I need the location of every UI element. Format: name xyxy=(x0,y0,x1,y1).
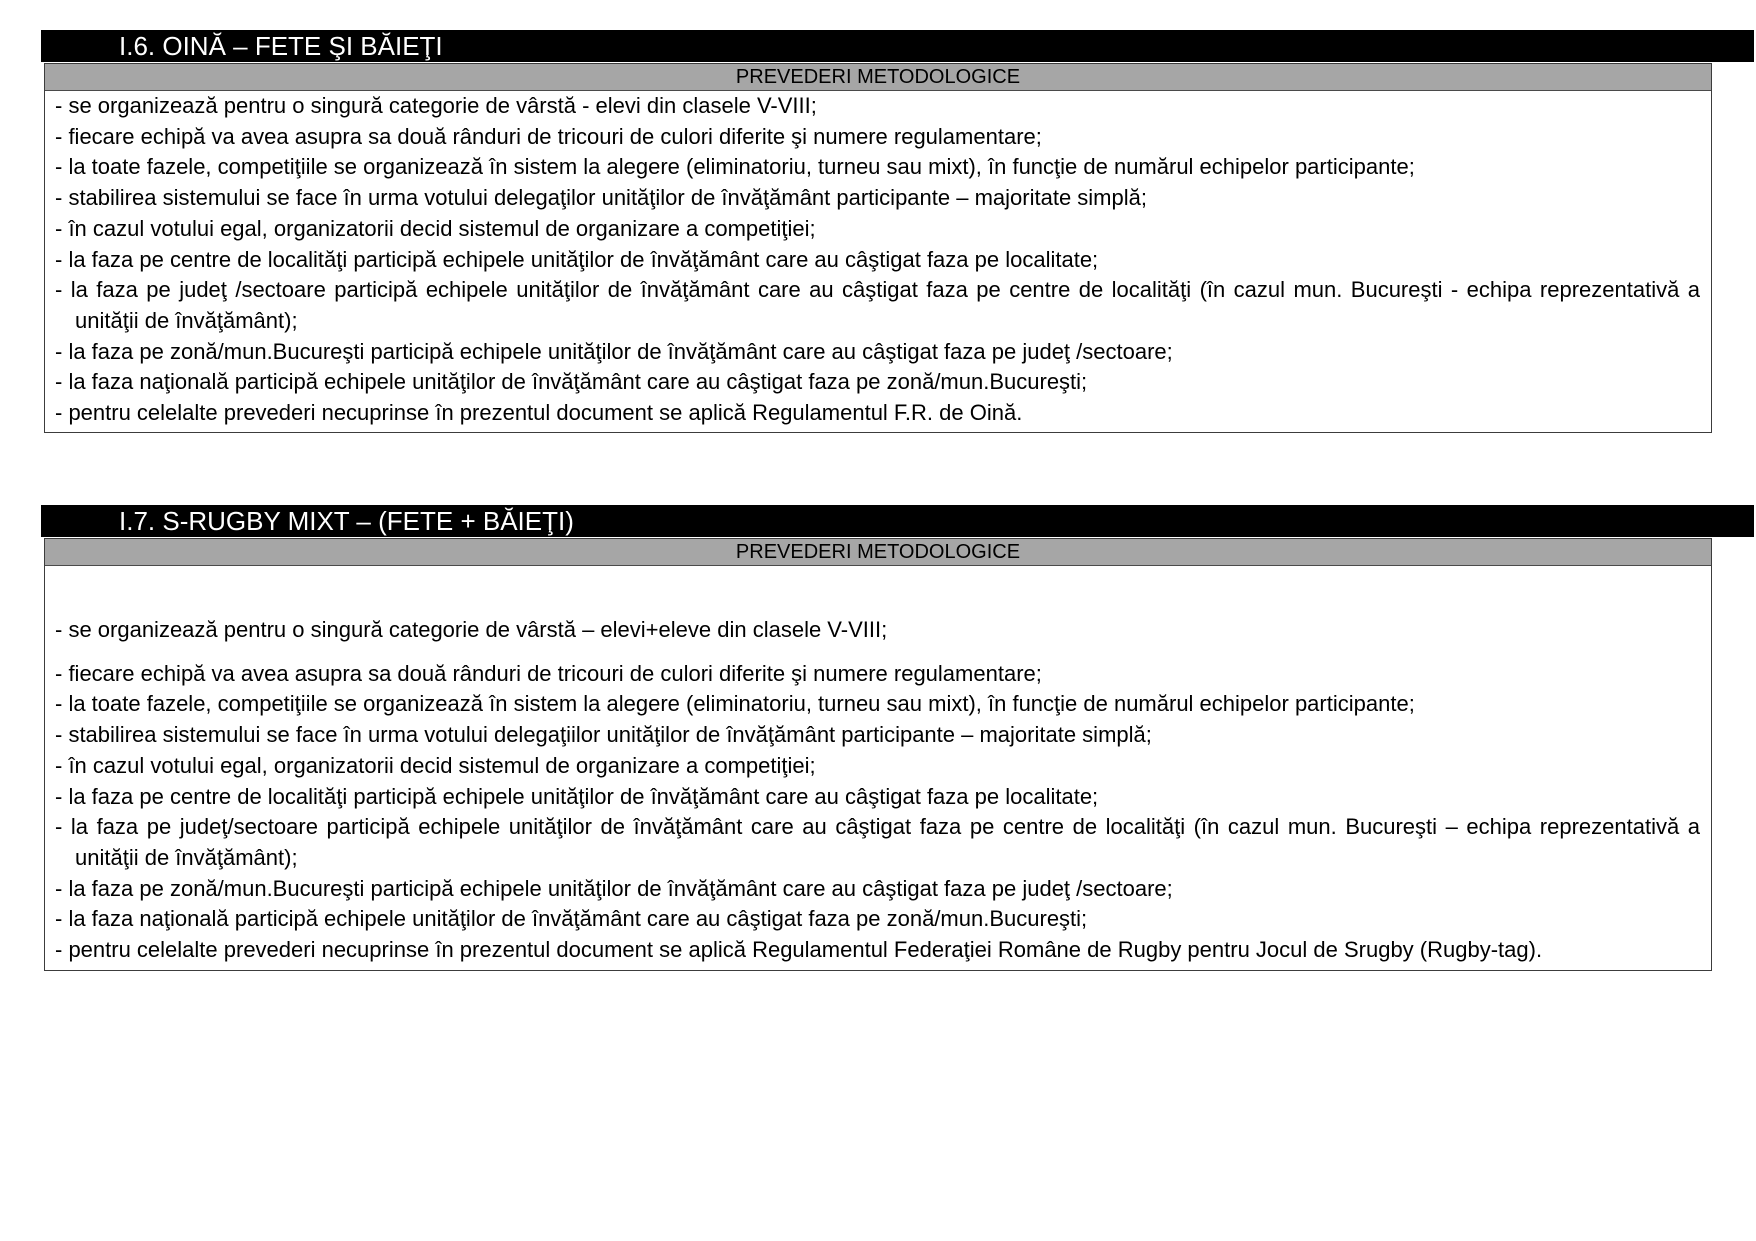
provision-item: - la toate fazele, competiţiile se organizează în sistem la alegere (eliminatoriu, turneu sau mixt), în funcţie de numărul echipelor participante; xyxy=(55,691,1415,717)
provisions-table xyxy=(44,63,1712,433)
provision-item: - la faza pe zonă/mun.Bucureşti participă echipele unităţilor de învăţământ care au câştigat faza pe judeţ /sectoare; xyxy=(55,338,1173,364)
provision-item: - la faza pe centre de localităţi participă echipele unităţilor de învăţământ care au câştigat faza pe localitate; xyxy=(55,246,1099,272)
provision-item: - fiecare echipă va avea asupra sa două rânduri de tricouri de culori diferite şi numere regulamentare; xyxy=(55,660,1042,686)
provision-item: - la faza naţională participă echipele unităţilor de învăţământ care au câştigat faza pe zonă/mun.Bucureşti; xyxy=(55,906,1088,932)
provision-item: - se organizează pentru o singură categorie de vârstă - elevi din clasele V-VIII; xyxy=(55,93,817,118)
provisions-table xyxy=(44,538,1712,971)
provisions-table-header: PREVEDERI METODOLOGICE xyxy=(45,64,1711,91)
provisions-table-header: PREVEDERI METODOLOGICE xyxy=(45,539,1711,566)
provision-item: - pentru celelalte prevederi necuprinse în prezentul document se aplică Regulamentul Federaţiei Române de Rugby pentru Jocul de Srugby (Rugby-tag). xyxy=(55,937,1543,963)
provision-item: - stabilirea sistemului se face în urma votului delegaţilor unităţilor de învăţământ participante – majoritate simplă; xyxy=(55,185,1147,211)
provisions-list xyxy=(45,566,1711,970)
provision-item: - în cazul votului egal, organizatorii decid sistemul de organizare a competiţiei; xyxy=(55,752,816,778)
provision-item: - la faza naţională participă echipele unităţilor de învăţământ care au câştigat faza pe zonă/mun.Bucureşti; xyxy=(55,369,1088,395)
provision-item: - la toate fazele, competiţiile se organizează în sistem la alegere (eliminatoriu, turneu sau mixt), în funcţie de numărul echipelor participante; xyxy=(55,154,1415,180)
provision-item: - la faza pe judeţ /sectoare participă echipele unităţilor de învăţământ care au câştigat faza pe centre de localităţi (în cazul mun. Bucureşti - echipa reprezentativă a unităţii de învăţământ); xyxy=(55,277,1700,333)
section-oina xyxy=(41,30,1754,433)
section-s-rugby xyxy=(41,505,1754,971)
provision-item: - în cazul votului egal, organizatorii decid sistemul de organizare a competiţiei; xyxy=(55,215,816,241)
provisions-list xyxy=(45,91,1711,432)
provision-item: - fiecare echipă va avea asupra sa două rânduri de tricouri de culori diferite şi numere regulamentare; xyxy=(55,123,1042,149)
provision-item: - la faza pe centre de localităţi participă echipele unităţilor de învăţământ care au câştigat faza pe localitate; xyxy=(55,783,1099,809)
provision-item: - la faza pe judeţ/sectoare participă echipele unităţilor de învăţământ care au câştigat faza pe centre de localităţi (în cazul mun. Bucureşti – echipa reprezentativă a unităţii de învăţământ); xyxy=(55,814,1700,870)
section-title: I.7. S-RUGBY MIXT – (FETE + BĂIEŢI) xyxy=(41,505,1754,537)
provision-item: - pentru celelalte prevederi necuprinse în prezentul document se aplică Regulamentul F.R. de Oină. xyxy=(55,400,1023,426)
provision-item: - se organizează pentru o singură categorie de vârstă – elevi+eleve din clasele V-VIII; xyxy=(55,617,888,642)
provision-item: - la faza pe zonă/mun.Bucureşti participă echipele unităţilor de învăţământ care au câştigat faza pe judeţ /sectoare; xyxy=(55,875,1173,901)
section-title: I.6. OINĂ – FETE ŞI BĂIEŢI xyxy=(41,30,1754,62)
provision-item: - stabilirea sistemului se face în urma votului delegaţiilor unităţilor de învăţământ participante – majoritate simplă; xyxy=(55,722,1152,748)
